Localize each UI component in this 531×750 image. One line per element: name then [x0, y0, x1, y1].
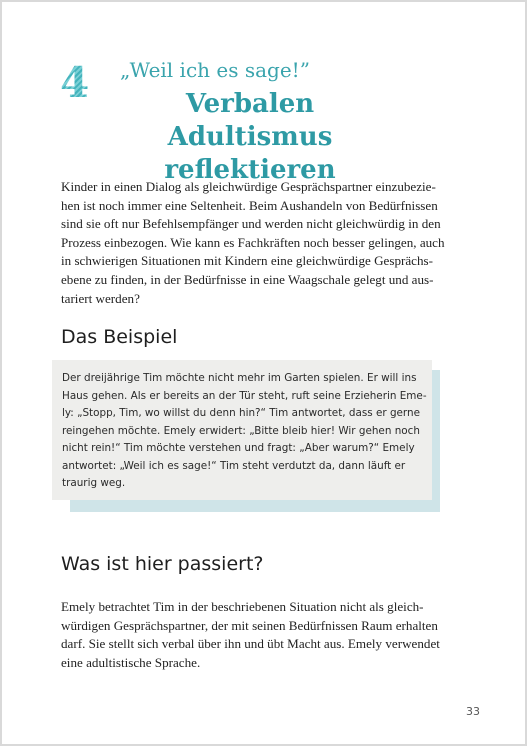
example-line: reingehen möchte. Emely erwidert: „Bitte bleib hier! Wir gehen noch — [62, 424, 420, 437]
intro-line: sind sie oft nur Befehlsempfänger und werden nicht gleichwürdig in den — [61, 216, 441, 232]
chapter-subtitle: „Weil ich es sage!” — [120, 58, 310, 82]
example-line: traurig weg. — [62, 477, 126, 489]
example-line: nicht rein!“ Tim möchte verstehen und fragt: „Aber warum?“ Emely — [62, 442, 415, 454]
analysis-paragraph — [61, 598, 471, 672]
example-heading: Das Beispiel — [61, 326, 178, 348]
example-line: ly: „Stopp, Tim, wo willst du denn hin?“ Tim antwortet, dass er gerne — [62, 407, 420, 419]
intro-line: in schwierigen Situationen mit Kindern eine gleichwürdige Gesprächs- — [61, 253, 433, 269]
intro-line: hen ist noch immer eine Seltenheit. Beim Aushandeln von Bedürfnissen — [61, 197, 438, 213]
example-line: Haus gehen. Als er bereits an der Tür steht, ruft seine Erzieherin Eme- — [62, 389, 427, 402]
example-line: antwortet: „Weil ich es sage!“ Tim steht verdutzt da, dann läuft er — [62, 459, 406, 472]
analysis-line: Emely betrachtet Tim in der beschriebenen Situation nicht als gleich- — [61, 599, 424, 614]
analysis-line: würdigen Gesprächspartner, der mit seinen Bedürfnissen Raum erhalten — [61, 617, 438, 633]
example-text — [62, 370, 427, 493]
chapter-number: 4 — [60, 58, 90, 107]
analysis-heading: Was ist hier passiert? — [61, 553, 264, 575]
example-line: Der dreijährige Tim möchte nicht mehr im Garten spielen. Er will ins — [62, 372, 417, 384]
analysis-line: eine adultistische Sprache. — [61, 654, 201, 670]
example-box — [52, 360, 432, 500]
chapter-title: Verbalen Adultismus reflektieren — [164, 89, 336, 185]
intro-line: Prozess einbezogen. Wie kann es Fachkräften noch besser gelingen, auch — [61, 234, 445, 250]
intro-line: ebene zu finden, in der Bedürfnisse in eine Waagschale gelegt und aus- — [61, 271, 434, 287]
intro-line: tariert werden? — [61, 290, 140, 306]
intro-line: Kinder in einen Dialog als gleichwürdige Gesprächspartner einzubezie- — [61, 179, 436, 194]
page-number: 33 — [466, 705, 480, 718]
intro-paragraph — [61, 178, 471, 308]
analysis-line: darf. Sie stellt sich verbal über ihn und übt Macht aus. Emely verwendet — [61, 636, 440, 652]
